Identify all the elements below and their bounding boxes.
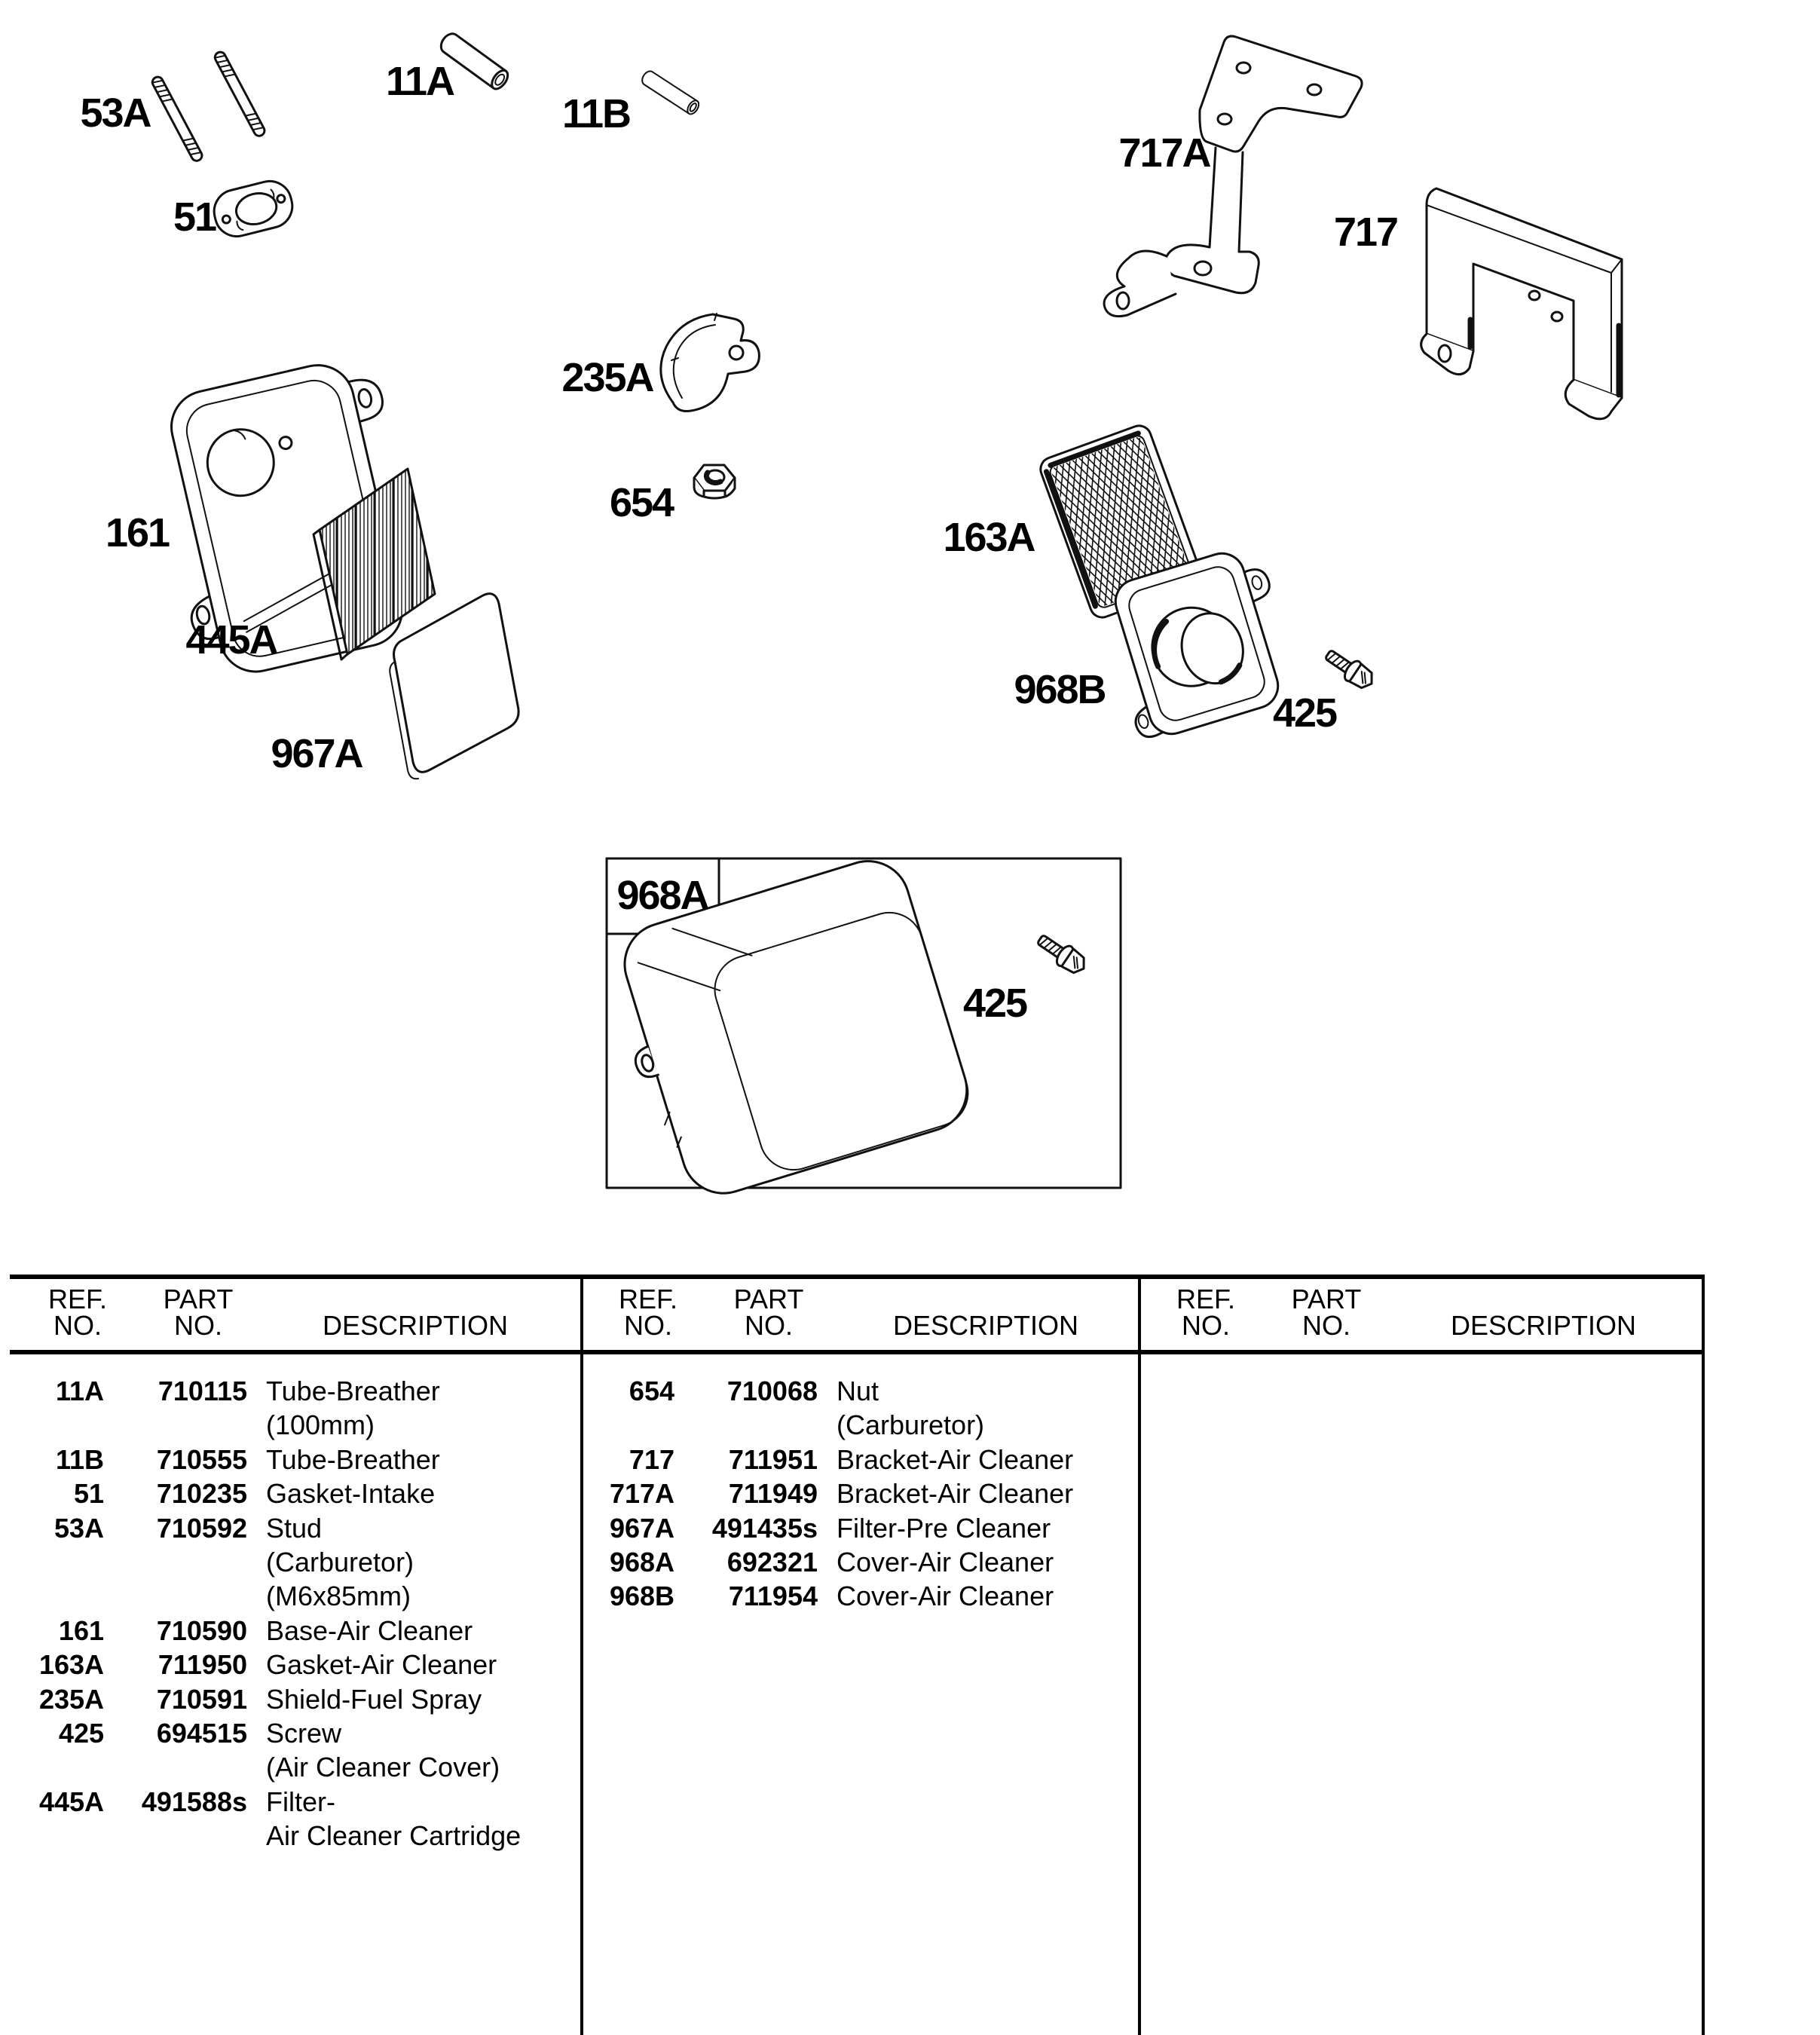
cell-description: Shield-Fuel Spray — [266, 1684, 482, 1715]
part-label-425-box: 425 — [962, 981, 1027, 1026]
header-part-line2: NO. — [1302, 1310, 1351, 1341]
header-ref-line1: REF. — [1176, 1284, 1236, 1314]
part-label-163A: 163A — [943, 515, 1035, 560]
table-row — [10, 1581, 580, 1614]
cell-description: Bracket-Air Cleaner — [837, 1478, 1074, 1509]
part-label-968A: 968A — [616, 873, 708, 918]
header-part-line1: PART — [163, 1284, 234, 1314]
table-right-border — [1702, 1275, 1705, 2035]
table-row — [580, 1581, 1138, 1614]
part-label-445A: 445A — [185, 617, 277, 663]
cell-part-no: 711954 — [728, 1581, 818, 1611]
cell-part-no: 711950 — [158, 1649, 247, 1680]
part-label-235A: 235A — [561, 355, 653, 400]
cell-ref-no: 161 — [58, 1615, 104, 1646]
table-row — [10, 1615, 580, 1649]
cell-description: Stud — [266, 1513, 323, 1544]
part-label-53A: 53A — [80, 90, 151, 136]
table-row — [580, 1478, 1138, 1512]
table-row — [580, 1513, 1138, 1547]
header-part-line2: NO. — [173, 1310, 223, 1341]
table-row — [580, 1376, 1138, 1409]
part-label-654: 654 — [609, 480, 674, 525]
cell-ref-no: 425 — [58, 1718, 104, 1749]
table-row — [10, 1444, 580, 1478]
table-row — [10, 1478, 580, 1512]
header-ref-line1: REF. — [618, 1284, 678, 1314]
cell-ref-no: 717 — [629, 1444, 674, 1475]
cell-ref-no: 51 — [73, 1478, 104, 1509]
cell-ref-no: 53A — [54, 1513, 104, 1544]
header-description: DESCRIPTION — [1450, 1310, 1637, 1341]
part-label-11B: 11B — [561, 91, 631, 136]
cell-description: Filter-Pre Cleaner — [837, 1513, 1051, 1544]
cell-part-no: 694515 — [156, 1718, 247, 1749]
cell-part-no: 491588s — [141, 1786, 247, 1817]
part-label-967A: 967A — [271, 731, 362, 776]
cell-part-no: 692321 — [726, 1547, 818, 1578]
header-ref-line2: NO. — [53, 1310, 102, 1341]
header-ref-line2: NO. — [1181, 1310, 1231, 1341]
header-part-line1: PART — [733, 1284, 804, 1314]
cell-ref-no: 11A — [55, 1376, 104, 1406]
table-row — [10, 1786, 580, 1820]
cell-description: Filter- — [266, 1786, 335, 1817]
cell-description: (Air Cleaner Cover) — [266, 1752, 500, 1783]
cell-description: Bracket-Air Cleaner — [837, 1444, 1074, 1475]
parts-table-column-1 — [10, 1275, 580, 2035]
cell-description: Air Cleaner Cartridge — [266, 1820, 522, 1851]
cell-description: Base-Air Cleaner — [266, 1615, 473, 1646]
cell-description: (Carburetor) — [837, 1409, 985, 1440]
cell-part-no: 491435s — [711, 1513, 818, 1544]
cell-part-no: 711951 — [728, 1444, 818, 1475]
header-description: DESCRIPTION — [892, 1310, 1079, 1341]
cell-ref-no: 967A — [609, 1513, 674, 1544]
table-row — [10, 1409, 580, 1443]
table-row — [10, 1684, 580, 1718]
header-part-line2: NO. — [744, 1310, 794, 1341]
table-row — [10, 1752, 580, 1786]
cell-part-no: 710115 — [158, 1376, 247, 1406]
cell-part-no: 710068 — [726, 1376, 818, 1406]
table-row — [10, 1718, 580, 1752]
cell-description: (100mm) — [266, 1409, 375, 1440]
header-part-line1: PART — [1291, 1284, 1362, 1314]
cell-ref-no: 717A — [609, 1478, 674, 1509]
table-row — [580, 1547, 1138, 1581]
cell-part-no: 710592 — [156, 1513, 247, 1544]
cell-description: Cover-Air Cleaner — [837, 1547, 1054, 1578]
part-label-717: 717 — [1333, 210, 1398, 255]
cell-ref-no: 968B — [609, 1581, 674, 1611]
header-ref-line1: REF. — [47, 1284, 108, 1314]
header-description: DESCRIPTION — [322, 1310, 509, 1341]
cell-part-no: 711949 — [728, 1478, 818, 1509]
cell-description: (M6x85mm) — [266, 1581, 411, 1611]
cell-description: Nut — [837, 1376, 879, 1406]
cell-part-no: 710590 — [156, 1615, 247, 1646]
cell-part-no: 710235 — [156, 1478, 247, 1509]
cell-part-no: 710555 — [156, 1444, 247, 1475]
table-row — [10, 1513, 580, 1547]
cell-part-no: 710591 — [156, 1684, 247, 1715]
parts-table-column-3 — [1138, 1275, 1702, 2035]
cell-ref-no: 163A — [38, 1649, 104, 1680]
cell-ref-no: 235A — [38, 1684, 104, 1715]
table-row — [10, 1376, 580, 1409]
part-label-51: 51 — [173, 194, 216, 240]
cell-description: Tube-Breather — [266, 1376, 440, 1406]
table-row — [10, 1820, 580, 1854]
table-row — [580, 1444, 1138, 1478]
table-row — [580, 1409, 1138, 1443]
part-label-425-right: 425 — [1272, 690, 1337, 736]
cell-ref-no: 654 — [629, 1376, 674, 1406]
part-label-161: 161 — [105, 510, 170, 555]
cell-ref-no: 11B — [55, 1444, 104, 1475]
part-label-717A: 717A — [1118, 130, 1210, 176]
header-ref-line2: NO. — [623, 1310, 673, 1341]
cell-description: Tube-Breather — [266, 1444, 440, 1475]
table-row — [10, 1547, 580, 1581]
parts-table-column-2 — [580, 1275, 1138, 2035]
cell-description: (Carburetor) — [266, 1547, 414, 1578]
cell-ref-no: 968A — [609, 1547, 674, 1578]
cell-description: Screw — [266, 1718, 342, 1749]
table-row — [10, 1649, 580, 1683]
cell-ref-no: 445A — [38, 1786, 104, 1817]
part-label-11A: 11A — [385, 59, 454, 104]
part-label-968B: 968B — [1014, 667, 1106, 712]
cell-description: Cover-Air Cleaner — [837, 1581, 1054, 1611]
cell-description: Gasket-Air Cleaner — [266, 1649, 497, 1680]
cell-description: Gasket-Intake — [266, 1478, 436, 1509]
